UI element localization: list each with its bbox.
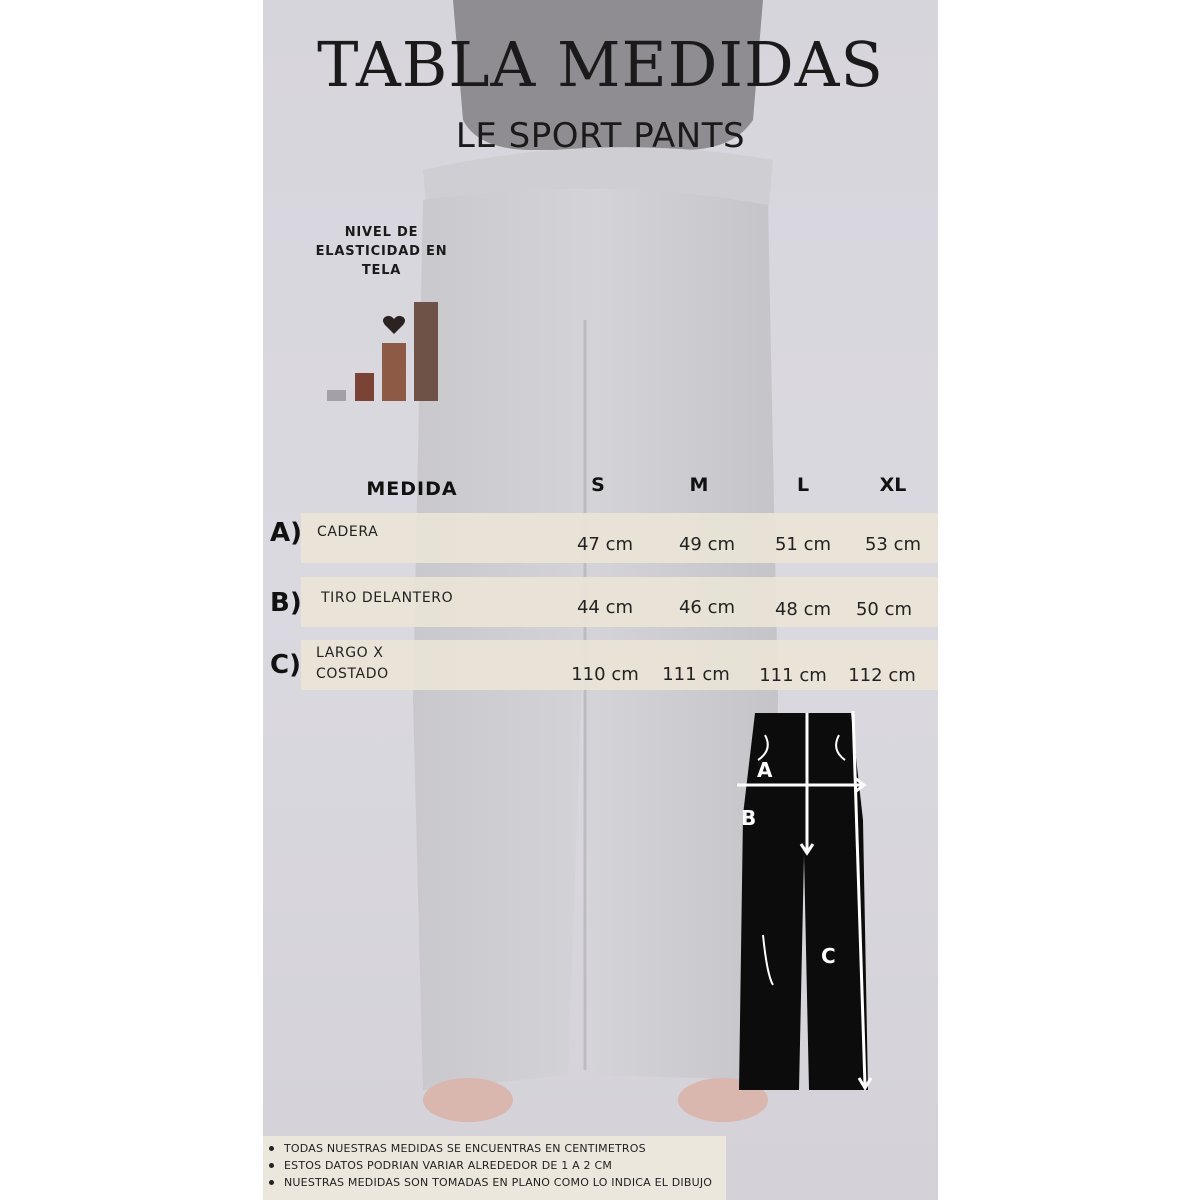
diagram-label-c: C xyxy=(821,944,836,968)
product-name: LE SPORT PANTS xyxy=(455,116,746,156)
elasticity-bar-2 xyxy=(355,373,374,401)
row-name-cadera: CADERA xyxy=(317,524,379,540)
table-cell: 47 cm xyxy=(576,534,634,555)
note-item: ESTOS DATOS PODRIAN VARIAR ALREDEDOR DE 1 A 2 CM xyxy=(284,1157,726,1174)
size-header-xl: XL xyxy=(879,474,907,496)
elasticity-bar-4 xyxy=(414,302,438,401)
diagram-label-a: A xyxy=(757,758,773,782)
row-letter-c: C) xyxy=(270,650,301,680)
note-item: NUESTRAS MEDIDAS SON TOMADAS EN PLANO COMO LO INDICA EL DIBUJO xyxy=(284,1174,726,1191)
table-cell: 51 cm xyxy=(774,534,832,555)
row-name-line-2: COSTADO xyxy=(316,666,389,682)
table-cell: 46 cm xyxy=(678,597,736,618)
table-cell: 112 cm xyxy=(848,665,916,686)
measure-column-header: MEDIDA xyxy=(366,478,458,500)
row-name-largo-costado xyxy=(316,643,389,685)
size-chart-panel xyxy=(263,0,938,1200)
table-cell: 44 cm xyxy=(576,597,634,618)
size-header-s: S xyxy=(591,474,605,496)
table-cell: 49 cm xyxy=(678,534,736,555)
diagram-label-b: B xyxy=(741,806,757,830)
size-header-m: M xyxy=(689,474,709,496)
heart-icon xyxy=(383,316,405,334)
notes-list xyxy=(263,1136,726,1191)
pants-measurement-icon xyxy=(733,705,873,1105)
page-title: TABLA MEDIDAS xyxy=(317,28,884,101)
table-cell: 53 cm xyxy=(864,534,922,555)
row-name-line-1: LARGO X xyxy=(316,645,384,661)
table-cell: 111 cm xyxy=(759,665,827,686)
elasticity-label: NIVEL DE ELASTICIDAD EN TELA xyxy=(315,225,448,278)
table-cell: 50 cm xyxy=(855,599,913,620)
row-name-tiro-delantero: TIRO DELANTERO xyxy=(321,590,454,606)
elasticity-bar-3 xyxy=(382,343,406,401)
elasticity-bar-1 xyxy=(327,390,346,401)
table-cell: 111 cm xyxy=(662,664,730,685)
table-cell: 48 cm xyxy=(774,599,832,620)
elasticity-level-chart xyxy=(323,300,443,405)
table-cell: 110 cm xyxy=(571,664,639,685)
note-item: TODAS NUESTRAS MEDIDAS SE ENCUENTRAS EN CENTIMETROS xyxy=(284,1140,726,1157)
size-header-l: L xyxy=(796,474,810,496)
row-letter-b: B) xyxy=(270,588,302,618)
row-letter-a: A) xyxy=(270,518,303,548)
notes-box xyxy=(263,1136,726,1200)
